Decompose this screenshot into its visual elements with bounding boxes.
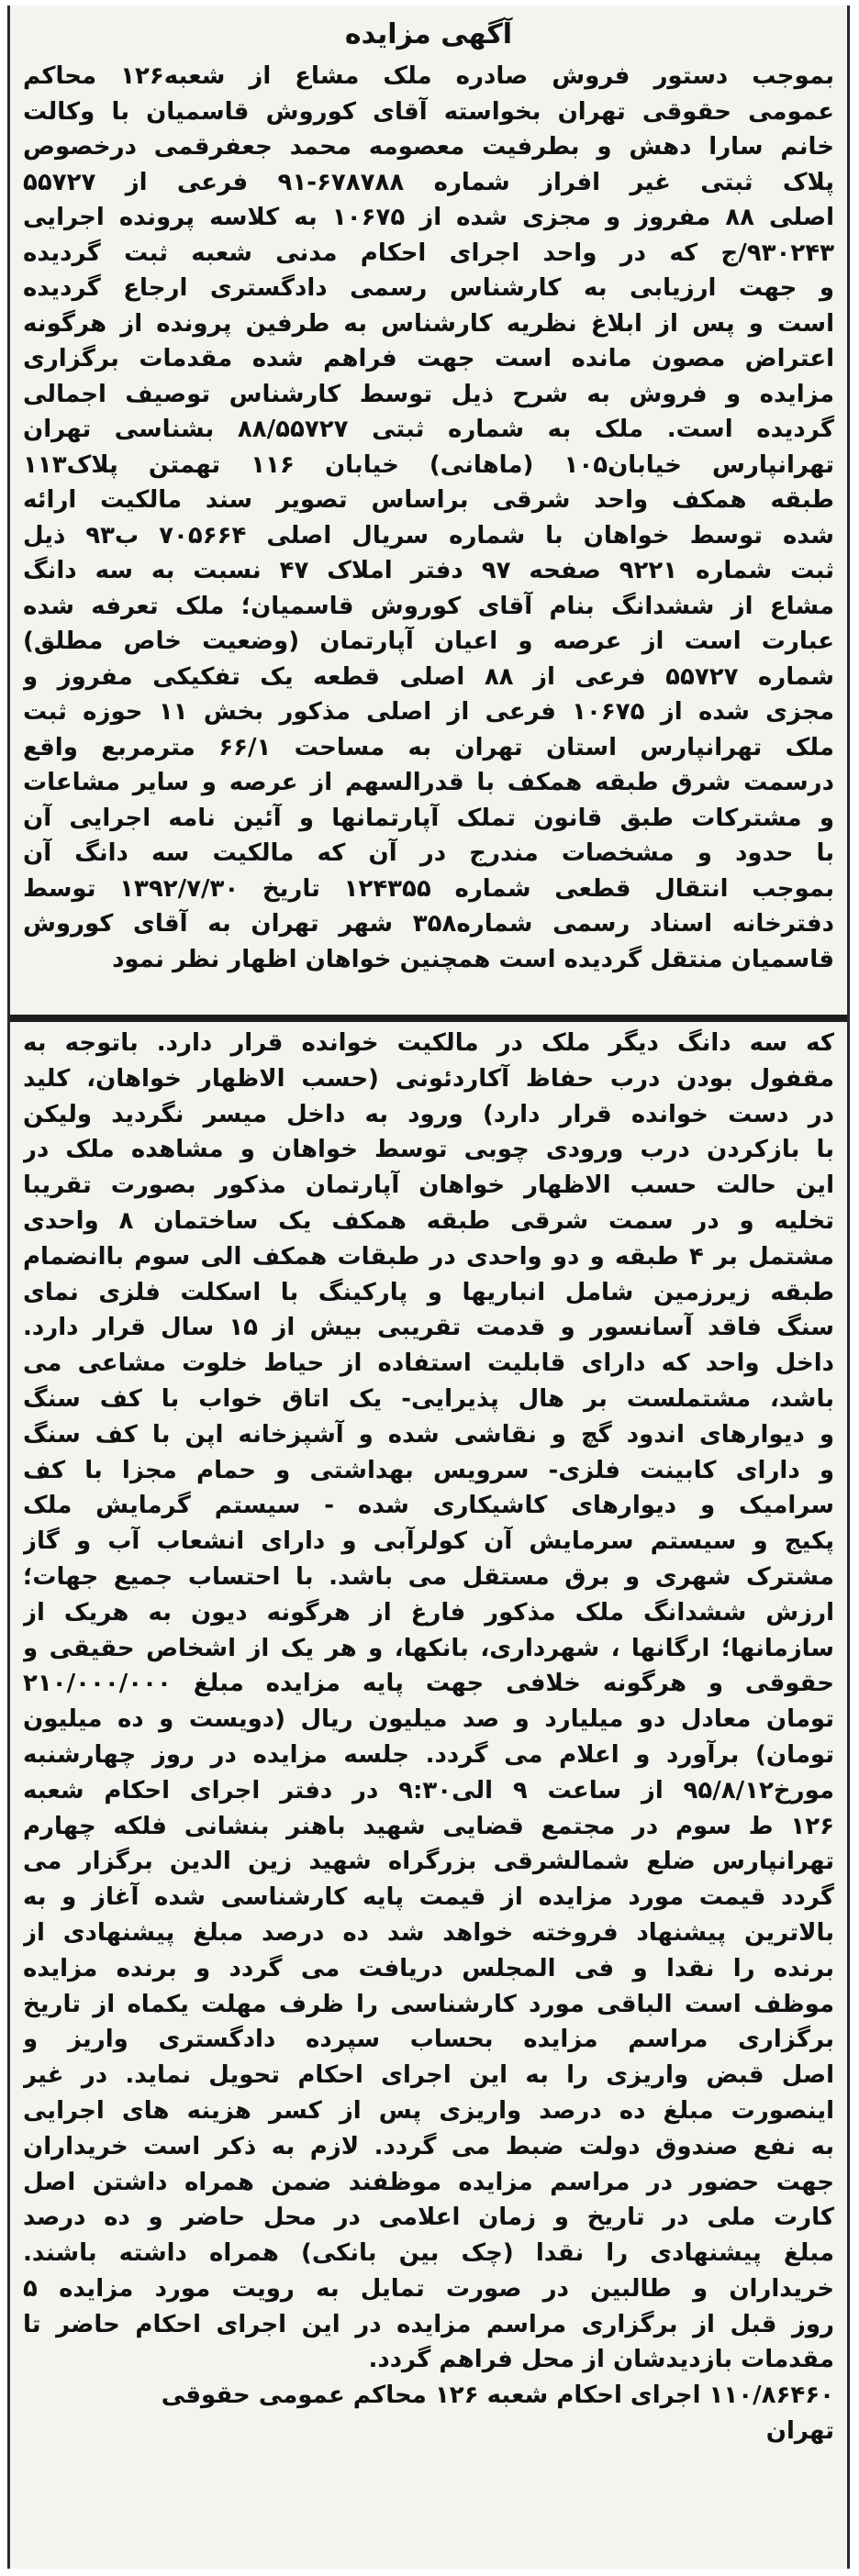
notice-text-line: تومان) برآورد و اعلام می گردد. جلسه مزایده در روز چهارشنبه [23, 1740, 834, 1769]
notice-text-line: پکیج و سیستم سرمایش آن کولرآبی و دارای انشعاب آب و گاز [23, 1527, 834, 1556]
notice-text-line: سازمانها؛ ارگانها ، شهرداری، بانکها، و هر یک از اشخاص حقیقی و [23, 1634, 834, 1662]
notice-text-line: مزایده و فروش به شرح ذیل توسط کارشناس توصیف اجمالی [23, 380, 834, 408]
notice-text-line: تهرانپارس ضلع شمالشرقی بزرگراه شهید زین الدین برگزار می [23, 1848, 834, 1876]
column-divider [10, 1015, 847, 1022]
notice-text-line: خانم سارا دهش و بطرفیت معصومه محمد جعفرقمی درخصوص [23, 133, 834, 161]
notice-text-line: مبلغ پیشنهادی را نقدا (چک بین بانکی) همراه داشته باشند. [23, 2239, 834, 2268]
notice-text-line: اینصورت مبلغ ده درصد واریزی پس از کسر هزینه های اجرایی [23, 2096, 834, 2125]
notice-text-line: مقفول بودن درب حفاظ آکاردئونی (حسب الاظهار خواهان، کلید [23, 1064, 834, 1093]
notice-text-line: ملک تهرانپارس استان تهران به مساحت ۶۶/۱ مترمربع واقع [23, 733, 834, 761]
notice-text-line: مشاع از ششدانگ بنام آقای کوروش قاسمیان؛ ملک تعرفه شده [23, 592, 834, 620]
notice-text-line: و جهت ارزیابی به کارشناس رسمی دادگستری ارجاع گردیده [23, 274, 834, 302]
notice-text-line: با حدود و مشخصات مندرج در آن که مالکیت سه دانگ آن [23, 839, 834, 867]
notice-text-line: طبقه همکف واحد شرقی براساس تصویر سند مالکیت ارائه [23, 486, 834, 514]
notice-text-line: پلاک ثبتی غیر افراز شماره ۶۷۸۷۸۸-۹۱ فرعی از ۵۵۷۲۷ [23, 168, 834, 196]
notice-text-line: ۱۱۰/۸۶۴۶۰ اجرای احکام شعبه ۱۲۶ محاکم عمومی حقوقی [161, 2382, 834, 2410]
notice-text-line: مشتمل بر ۴ طبقه و دو واحدی در طبقات همکف الی سوم باانضمام [23, 1242, 834, 1271]
notice-text-line: با بازکردن درب ورودی چوبی توسط خواهان و مشاهده ملک در [23, 1136, 834, 1164]
notice-text-line: حقوقی و هرگونه خلافی جهت پایه مزایده مبلغ ۲۱۰/۰۰۰/۰۰۰ [23, 1670, 834, 1698]
notice-body-part-2 [10, 1026, 847, 2558]
notice-text-line: تهران [765, 2417, 834, 2446]
notice-text-line: ثبت شماره ۹۲۲۱ صفحه ۹۷ دفتر املاک ۴۷ نسبت به سه دانگ [23, 557, 834, 584]
notice-title: آگهی مزایده [344, 18, 513, 50]
notice-text-line: تومان معادل دو میلیارد و صد میلیون ریال (دویست و ده میلیون [23, 1705, 834, 1734]
notice-text-line: باشد، مشتملست بر هال پذیرایی- یک اتاق خواب با کف سنگ [23, 1384, 834, 1413]
notice-text-line: تخلیه و در سمت شرقی طبقه همکف یک ساختمان ۸ واحدی [23, 1206, 834, 1235]
notice-text-line: و دیوارهای اندود گچ و نقاشی شده و آشپزخانه اپن با کف سنگ [23, 1420, 834, 1449]
notice-text-line: عمومی حقوقی تهران بخواسته آقای کوروش قاسمیان با وکالت [23, 97, 834, 126]
auction-notice-clipping [7, 6, 850, 2569]
notice-text-line: درسمت شرق طبقه همکف با قدرالسهم از عرصه و سایر مشاعات [23, 769, 834, 796]
notice-text-line: طبقه زیرزمین شامل انباریها و پارکینگ با اسکلت فلزی نمای [23, 1278, 834, 1306]
notice-text-line: ۹۳۰۲۴۳/ج که در واحد اجرای احکام مدنی شعبه ثبت گردیده [23, 239, 834, 267]
notice-text-line: بالاترین پیشنهاد فروخته خواهد شد ده درصد مبلغ پیشنهادی از [23, 1918, 834, 1947]
notice-text-line: سرامیک و دیوارهای کاشیکاری شده - سیستم گرمایش ملک [23, 1492, 834, 1520]
notice-text-line: مجزی شده از ۱۰۶۷۵ فرعی از اصلی مذکور بخش ۱۱ حوزه ثبت [23, 698, 834, 726]
notice-text-line: ارزش ششدانگ ملک مذکور فارغ از هرگونه دیون به هریک از [23, 1598, 834, 1627]
notice-text-line: کارت ملی در تاریخ و زمان اعلامی در محل حاضر و ده درصد [23, 2204, 834, 2232]
notice-text-line: جهت حضور در مراسم مزایده موظفند ضمن همراه داشتن اصل [23, 2168, 834, 2196]
notice-text-line: خریداران و طالبین در صورت تمایل به رویت مورد مزایده ۵ [23, 2274, 834, 2303]
notice-text-line: برگزاری مراسم مزایده بحساب سپرده دادگستری واریز و [23, 2026, 834, 2054]
notice-text-line: شده توسط خواهان با شماره سریال اصلی ۷۰۵۶۶۴ ب۹۳ ذیل [23, 521, 834, 550]
notice-text-line: روز قبل از برگزاری مراسم مزایده در این اجرای احکام حاضر تا [23, 2310, 834, 2338]
notice-text-line: در دست خوانده قرار دارد) ورود به داخل میسر نگردید ولیکن [23, 1100, 834, 1128]
notice-text-line: دفترخانه اسناد رسمی شماره۳۵۸ شهر تهران به آقای کوروش [23, 910, 834, 938]
notice-text-line: سنگ فاقد آسانسور و قدمت تقریبی بیش از ۱۵ سال قرار دارد. [23, 1314, 834, 1342]
notice-text-line: شماره ۵۵۷۲۷ فرعی از ۸۸ اصلی قطعه یک تفکیکی مفروز و [23, 662, 834, 691]
notice-text-line: مشترک شهری و برق مستقل می باشد. با احتساب جمیع جهات؛ [23, 1562, 834, 1591]
notice-text-line: گردد قیمت مورد مزایده از قیمت پایه کارشناسی شده آغاز و به [23, 1883, 834, 1912]
notice-text-line: و دارای کابینت فلزی- سرویس بهداشتی و حمام مجزا با کف [23, 1456, 834, 1484]
notice-text-line: اعتراض مصون مانده است جهت فراهم شده مقدمات برگزاری [23, 345, 834, 372]
notice-text-line: اصلی ۸۸ مفروز و مجزی شده از ۱۰۶۷۵ به کلاسه پرونده اجرایی [23, 204, 834, 231]
notice-text-line: گردیده است. ملک به شماره ثبتی ۸۸/۵۵۷۲۷ بشناسی تهران [23, 416, 834, 443]
notice-text-line: مورخ۹۵/۸/۱۲ از ساعت ۹ الی۹:۳۰ در دفتر اجرای احکام شعبه [23, 1776, 834, 1804]
notice-text-line: و مشترکات طبق قانون تملک آپارتمانها و آئین نامه اجرایی آن [23, 804, 834, 832]
notice-text-line: که سه دانگ دیگر ملک در مالکیت خوانده قرار دارد. باتوجه به [23, 1029, 834, 1057]
notice-text-line: به نفع صندوق دولت ضبط می گردد. لازم به ذکر است خریداران [23, 2132, 834, 2160]
notice-body-part-1 [10, 59, 847, 1013]
notice-text-line: برنده را نقدا و فی المجلس دریافت می گردد و برنده مزایده [23, 1954, 834, 1982]
notice-text-line: قاسمیان منتقل گردیده است همچنین خواهان اظهار نظر نمود [112, 945, 834, 973]
notice-text-line: است و پس از ابلاغ نظریه کارشناس به طرفین پرونده از هرگونه [23, 309, 834, 338]
notice-text-line: تهرانپارس خیابان۱۰۵ (ماهانی) خیابان ۱۱۶ تهمتن پلاک۱۱۳ [23, 450, 834, 479]
notice-text-line: بموجب انتقال قطعی شماره ۱۲۴۳۵۵ تاریخ ۱۳۹۲/۷/۳۰ توسط [23, 874, 834, 903]
notice-text-line: داخل واحد که دارای قابلیت استفاده از حیاط خلوت مشاعی می [23, 1349, 834, 1378]
notice-text-line: عبارت است از عرصه و اعیان آپارتمان (وضعیت خاص مطلق) [23, 627, 834, 655]
notice-text-line: ۱۲۶ ط سوم در مجتمع قضایی شهید باهنر بنشانی فلکه چهارم [23, 1812, 834, 1840]
notice-text-line: موظف است الباقی مورد کارشناسی را ظرف مهلت یکماه از تاریخ [23, 1990, 834, 2018]
notice-text-line: اصل قبض واریزی را به این اجرای احکام تحویل نماید. در غیر [23, 2061, 834, 2090]
notice-text-line: این حالت حسب الاظهار خواهان آپارتمان مذکور بصورت تقریبا [23, 1171, 834, 1200]
notice-text-line: بموجب دستور فروش صادره ملک مشاع از شعبه۱۲۶ محاکم [23, 62, 834, 90]
notice-text-line: مقدمات بازدیدشان از محل فراهم گردد. [368, 2346, 834, 2374]
